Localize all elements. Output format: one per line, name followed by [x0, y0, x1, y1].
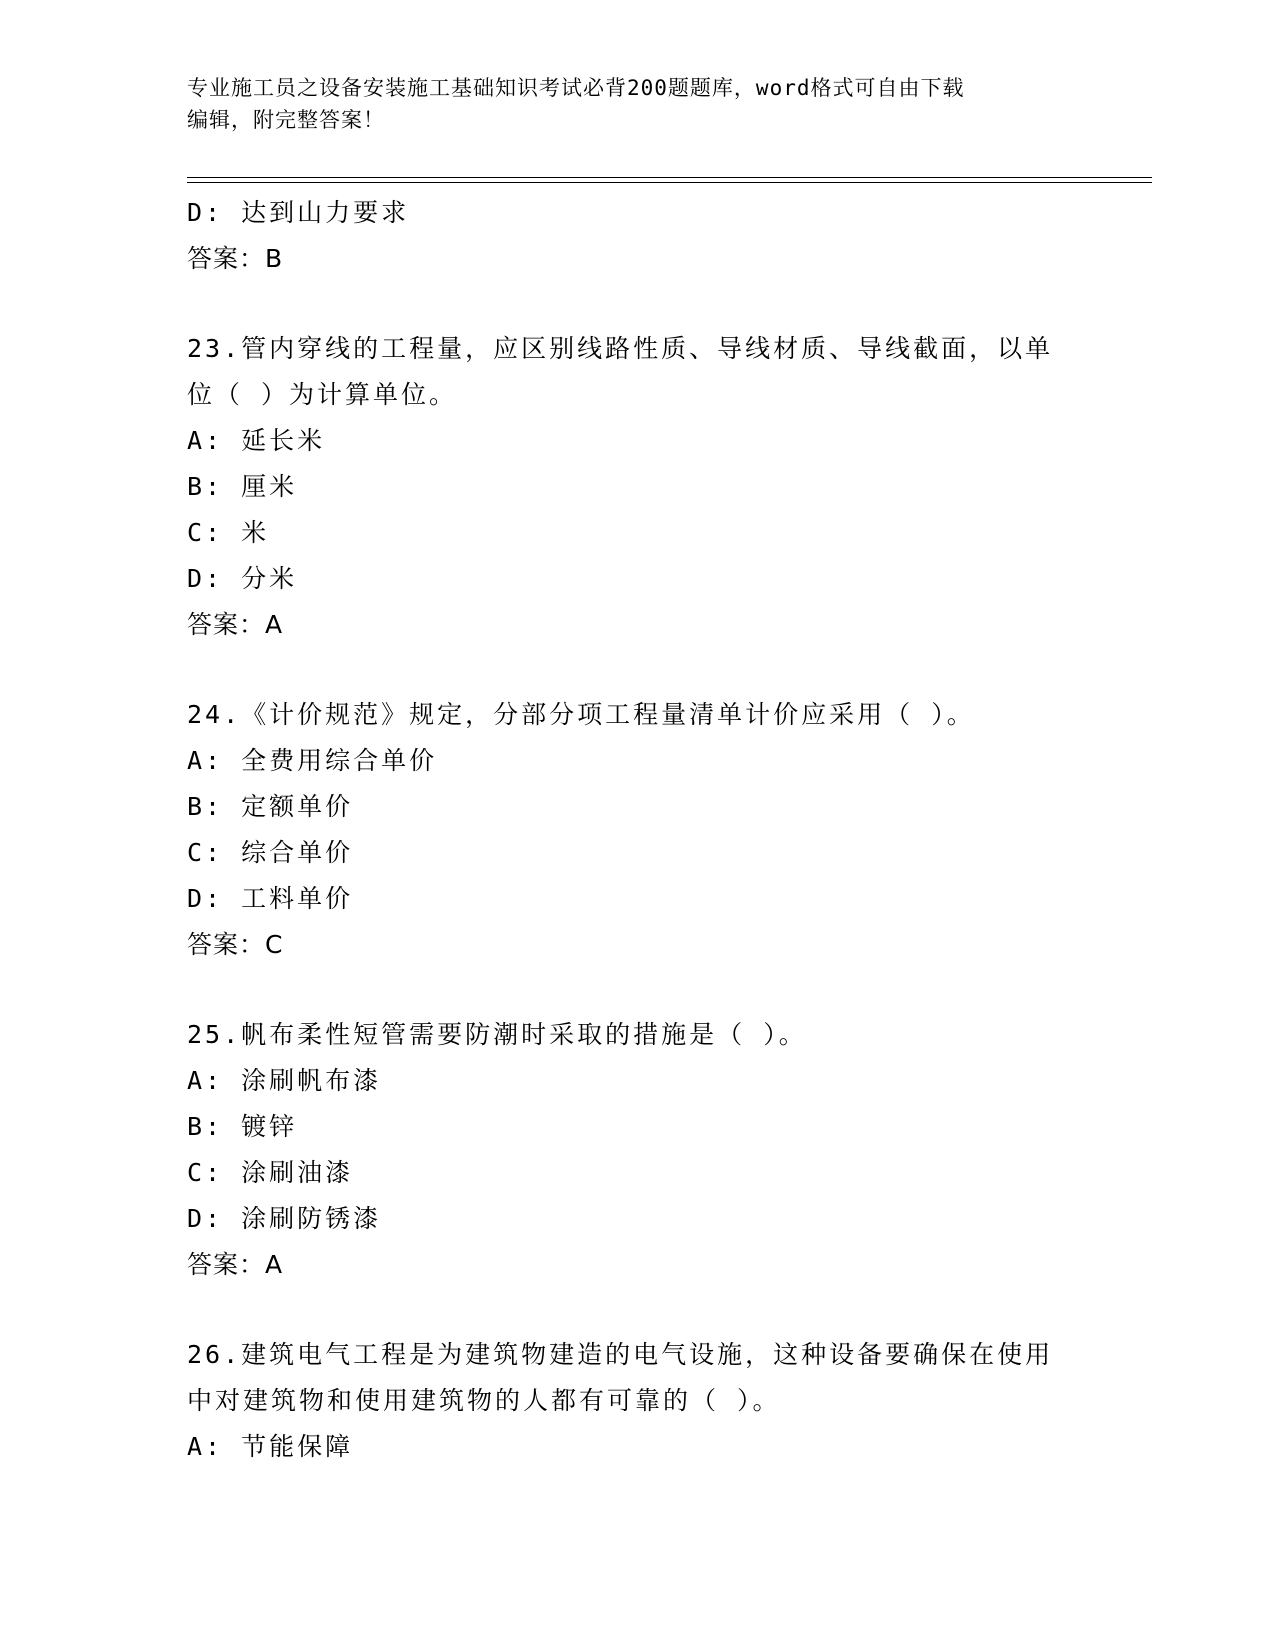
option-d: D: 工料单价	[187, 884, 354, 913]
spacer	[187, 648, 1087, 692]
question-23	[187, 326, 1087, 648]
header-divider-bottom	[187, 182, 1152, 183]
question-24	[187, 692, 1087, 968]
header-title-line-2: 编辑，附完整答案！	[187, 108, 385, 132]
question-25	[187, 1012, 1087, 1288]
answer-line: 答案：C	[187, 930, 284, 959]
answer-line: 答案：B	[187, 244, 284, 273]
option-a: A: 节能保障	[187, 1432, 354, 1461]
option-a: A: 延长米	[187, 426, 326, 455]
header-title-line-1: 专业施工员之设备安装施工基础知识考试必背200题题库，word格式可自由下载	[187, 76, 965, 100]
question-26	[187, 1332, 1087, 1470]
option-d: D: 达到山力要求	[187, 198, 410, 227]
option-b: B: 定额单价	[187, 792, 354, 821]
question-22-continued	[187, 190, 1087, 282]
question-stem-line-2: 位（ ）为计算单位。	[187, 380, 458, 409]
answer-line: 答案：A	[187, 1250, 284, 1279]
spacer	[187, 968, 1087, 1012]
option-c: C: 综合单价	[187, 838, 354, 867]
option-c: C: 米	[187, 518, 270, 547]
header-divider-top	[187, 177, 1152, 178]
question-stem-line-1: 24.《计价规范》规定，分部分项工程量清单计价应采用（ ）。	[187, 700, 975, 729]
question-stem-line-2: 中对建筑物和使用建筑物的人都有可靠的（ ）。	[187, 1386, 781, 1415]
spacer	[187, 282, 1087, 326]
document-header	[187, 72, 1087, 136]
option-a: A: 全费用综合单价	[187, 746, 438, 775]
option-d: D: 分米	[187, 564, 298, 593]
question-content	[187, 190, 1087, 1470]
answer-line: 答案：A	[187, 610, 284, 639]
option-d: D: 涂刷防锈漆	[187, 1204, 382, 1233]
option-b: B: 厘米	[187, 472, 298, 501]
question-stem-line-1: 25.帆布柔性短管需要防潮时采取的措施是（ ）。	[187, 1020, 807, 1049]
question-stem-line-1: 23.管内穿线的工程量，应区别线路性质、导线材质、导线截面，以单	[187, 334, 1054, 363]
question-stem-line-1: 26.建筑电气工程是为建筑物建造的电气设施，这种设备要确保在使用	[187, 1340, 1054, 1369]
option-b: B: 镀锌	[187, 1112, 298, 1141]
spacer	[187, 1288, 1087, 1332]
option-a: A: 涂刷帆布漆	[187, 1066, 382, 1095]
option-c: C: 涂刷油漆	[187, 1158, 354, 1187]
